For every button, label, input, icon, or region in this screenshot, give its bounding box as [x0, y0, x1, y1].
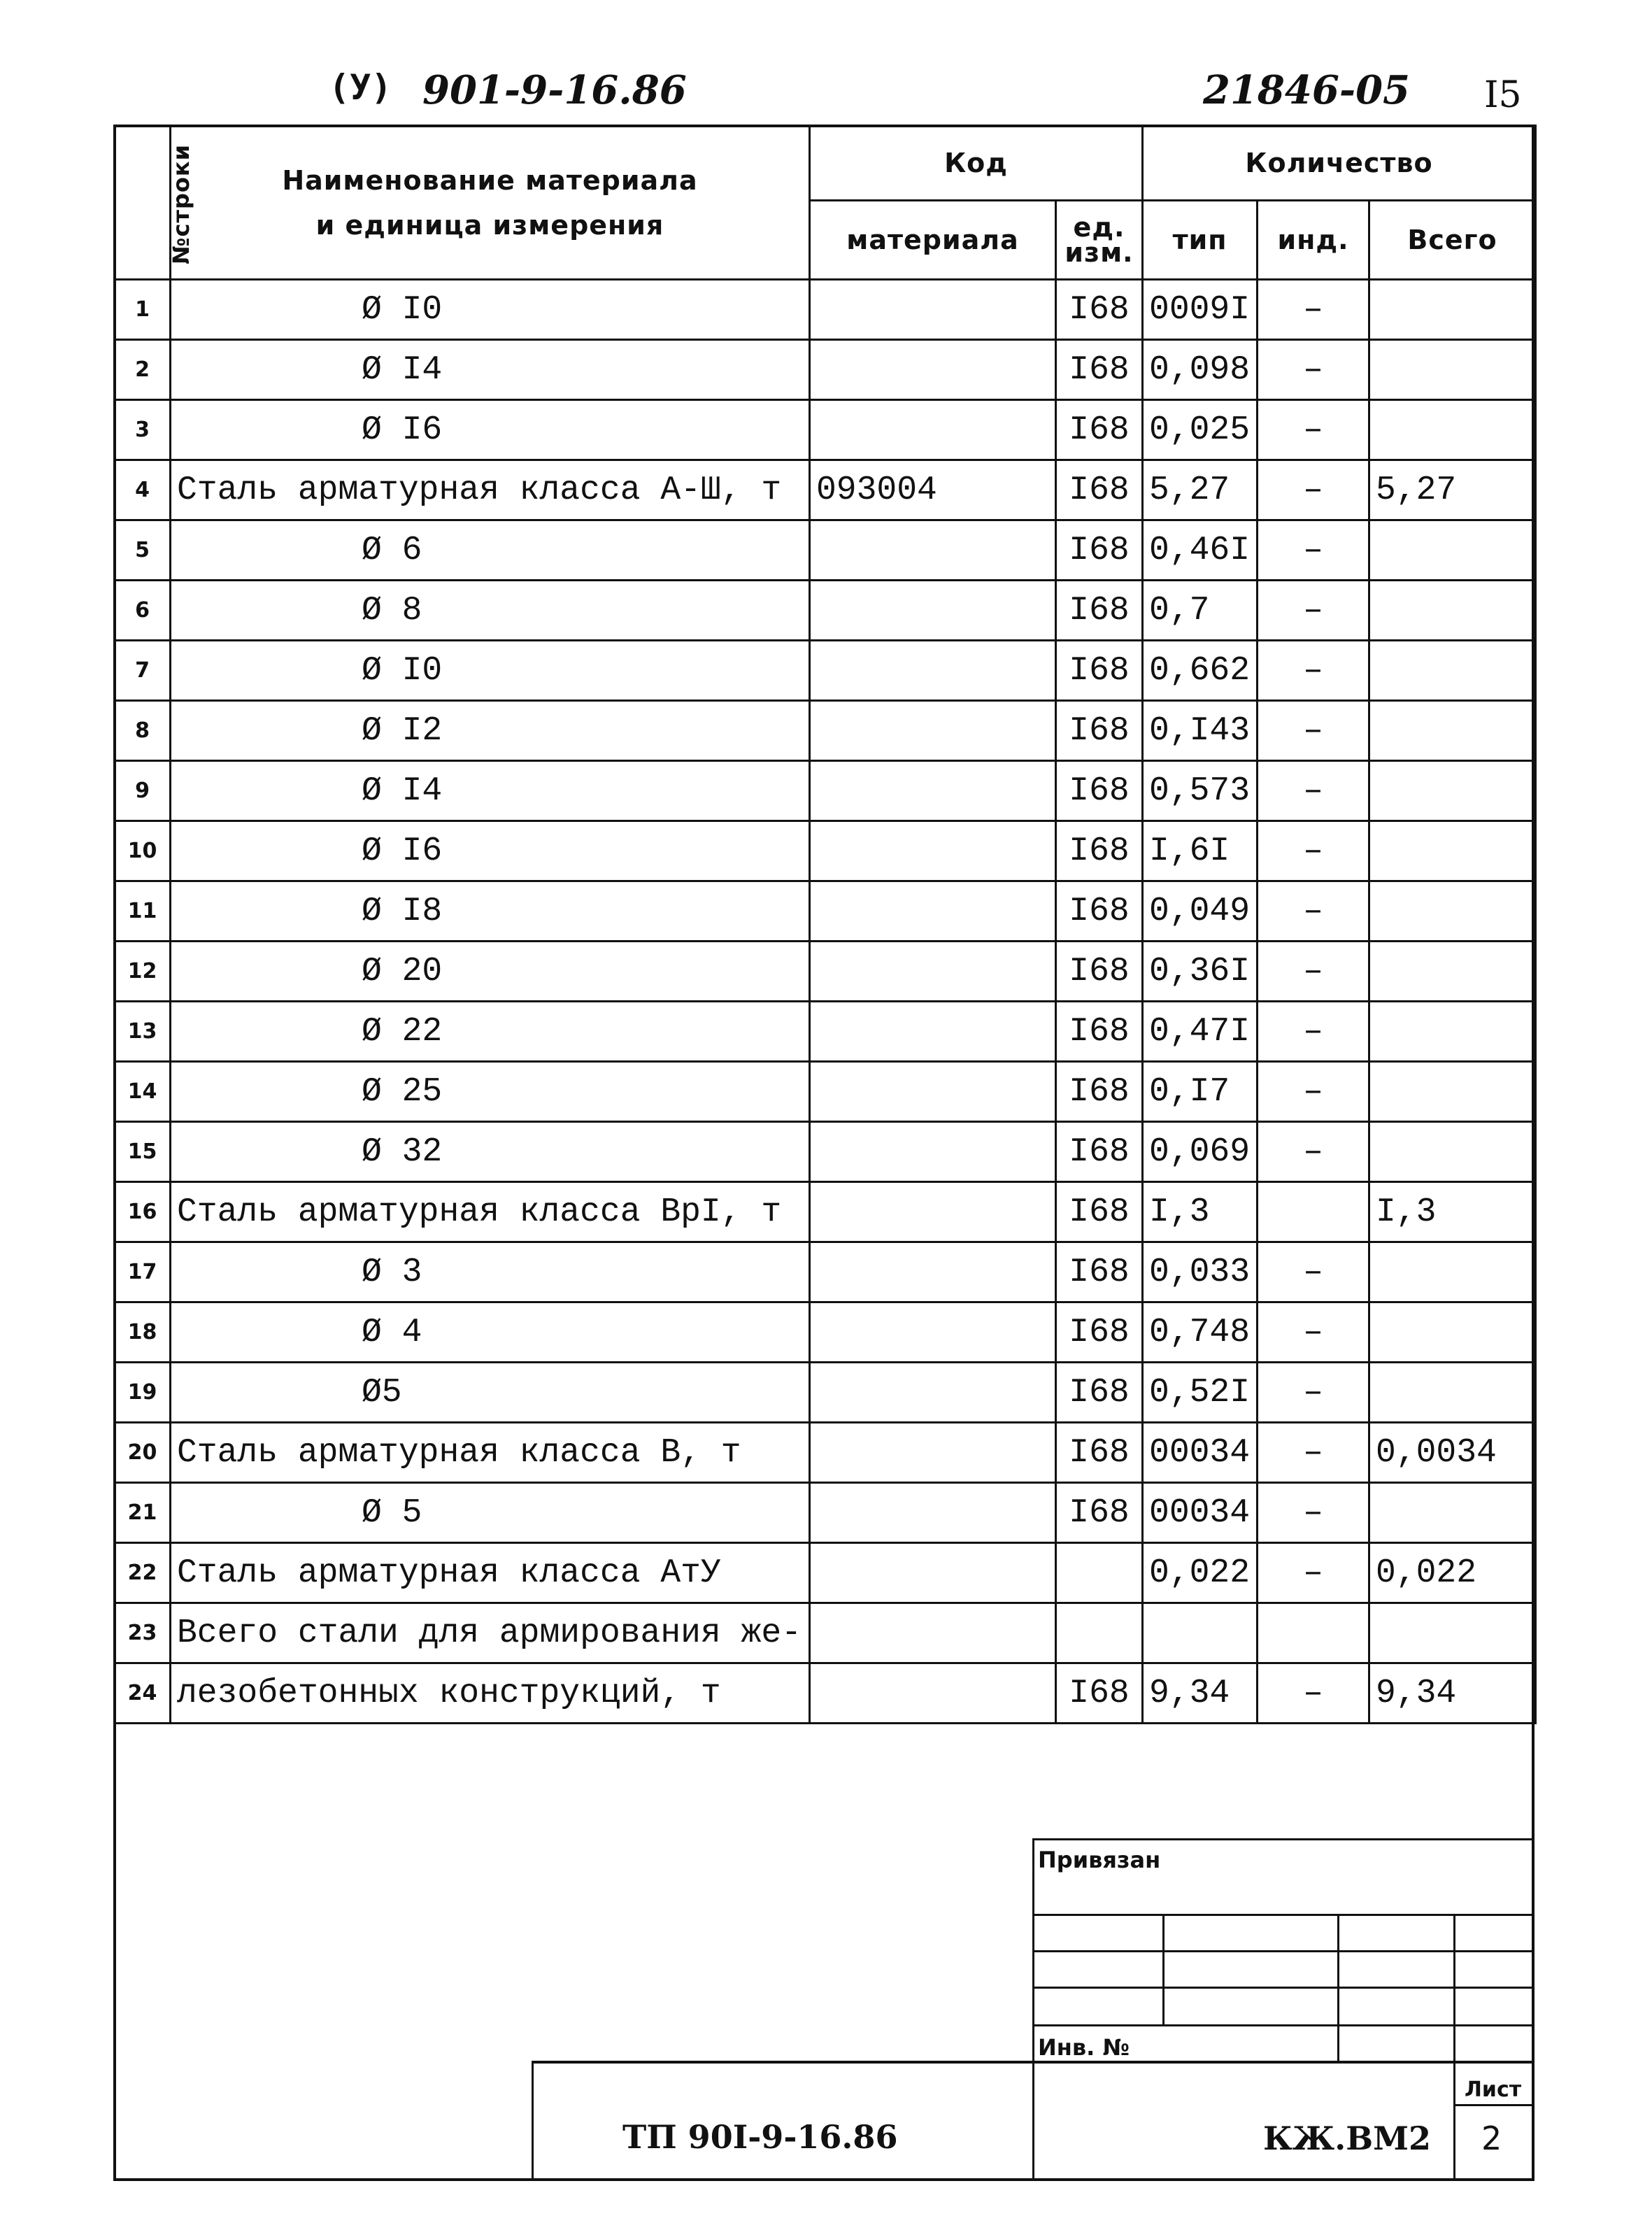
header-page-number: I5 — [1484, 74, 1522, 116]
col-header-name-line2: и единица измерения — [315, 209, 664, 241]
material-name-cell: Ø 4 — [171, 1302, 810, 1363]
qty-ind-cell — [1258, 1603, 1369, 1663]
material-code-cell — [810, 641, 1056, 701]
material-code-cell — [810, 1242, 1056, 1302]
qty-total-cell — [1369, 520, 1536, 581]
qty-type-cell: 0,033 — [1143, 1242, 1258, 1302]
material-name-cell: Ø I4 — [171, 761, 810, 821]
material-code-cell — [810, 1062, 1056, 1122]
unit-code-cell: I68 — [1056, 1423, 1143, 1483]
qty-ind-cell: – — [1258, 400, 1369, 460]
material-code-cell — [810, 280, 1056, 340]
row-number-cell: 6 — [115, 581, 171, 641]
qty-type-cell: I,6I — [1143, 821, 1258, 881]
qty-total-cell — [1369, 1302, 1536, 1363]
unit-code-cell: I68 — [1056, 701, 1143, 761]
table-row — [115, 942, 1536, 1002]
material-code-cell — [810, 701, 1056, 761]
material-code-cell — [810, 1543, 1056, 1603]
row-number-cell: 20 — [115, 1423, 171, 1483]
stamp-left-border — [1032, 1838, 1034, 2181]
material-code-cell — [810, 340, 1056, 400]
row-number-cell: 21 — [115, 1483, 171, 1543]
qty-ind-cell: – — [1258, 761, 1369, 821]
qty-ind-cell: – — [1258, 1062, 1369, 1122]
stamp-mark: КЖ.ВМ2 — [1263, 2119, 1432, 2157]
material-code-cell — [810, 761, 1056, 821]
sheet-label-rule — [1453, 2104, 1534, 2106]
table-row — [115, 460, 1536, 520]
qty-type-cell: 0,47I — [1143, 1002, 1258, 1062]
stamp-divider-3 — [1453, 1914, 1455, 2181]
qty-ind-cell: – — [1258, 280, 1369, 340]
material-name-cell: Ø 3 — [171, 1242, 810, 1302]
unit-code-cell: I68 — [1056, 520, 1143, 581]
qty-type-cell: 0,I7 — [1143, 1062, 1258, 1122]
unit-code-cell: I68 — [1056, 942, 1143, 1002]
unit-code-cell: I68 — [1056, 1002, 1143, 1062]
table-row — [115, 821, 1536, 881]
qty-total-cell — [1369, 1483, 1536, 1543]
stamp-sheet-number: 2 — [1481, 2119, 1502, 2157]
material-name-cell: Ø I2 — [171, 701, 810, 761]
qty-ind-cell: – — [1258, 1002, 1369, 1062]
unit-code-cell: I68 — [1056, 821, 1143, 881]
material-name-cell: Сталь арматурная класса ВрI, т — [171, 1182, 810, 1242]
table-row — [115, 701, 1536, 761]
col-header-name-line1: Наименование материала — [282, 164, 698, 196]
material-code-cell — [810, 1423, 1056, 1483]
material-name-cell: Ø5 — [171, 1363, 810, 1423]
row-number-cell: 11 — [115, 881, 171, 942]
row-number-cell: 4 — [115, 460, 171, 520]
table-row — [115, 1483, 1536, 1543]
qty-total-cell — [1369, 942, 1536, 1002]
material-name-cell: Ø 25 — [171, 1062, 810, 1122]
qty-type-cell: 0,36I — [1143, 942, 1258, 1002]
qty-ind-cell — [1258, 1182, 1369, 1242]
table-row — [115, 1423, 1536, 1483]
qty-ind-cell: – — [1258, 821, 1369, 881]
qty-type-cell: 00034 — [1143, 1483, 1258, 1543]
material-code-cell — [810, 942, 1056, 1002]
table-row — [115, 641, 1536, 701]
material-code-cell — [810, 581, 1056, 641]
row-number-cell: 16 — [115, 1182, 171, 1242]
unit-code-cell: I68 — [1056, 400, 1143, 460]
col-header-unit — [1056, 201, 1143, 280]
stamp-rule-3 — [1032, 1987, 1534, 1989]
material-code-cell — [810, 1002, 1056, 1062]
qty-type-cell: 0,I43 — [1143, 701, 1258, 761]
row-number-cell: 9 — [115, 761, 171, 821]
material-code-cell — [810, 1483, 1056, 1543]
qty-total-cell — [1369, 1363, 1536, 1423]
qty-total-cell — [1369, 581, 1536, 641]
unit-code-cell — [1056, 1603, 1143, 1663]
qty-total-cell: 9,34 — [1369, 1663, 1536, 1724]
unit-code-cell: I68 — [1056, 581, 1143, 641]
col-header-name — [171, 126, 810, 280]
table-row — [115, 1603, 1536, 1663]
material-code-cell — [810, 1122, 1056, 1182]
qty-total-cell — [1369, 1002, 1536, 1062]
qty-type-cell: 0,025 — [1143, 400, 1258, 460]
table-row — [115, 340, 1536, 400]
group-header-quantity: Количество — [1143, 126, 1536, 201]
material-name-cell: Всего стали для армирования же- — [171, 1603, 810, 1663]
row-number-cell: 7 — [115, 641, 171, 701]
row-number-cell: 22 — [115, 1543, 171, 1603]
stamp-rule-1 — [1032, 1914, 1534, 1916]
qty-ind-cell: – — [1258, 1302, 1369, 1363]
material-code-cell — [810, 520, 1056, 581]
material-code-cell — [810, 1603, 1056, 1663]
qty-total-cell — [1369, 280, 1536, 340]
unit-code-cell: I68 — [1056, 761, 1143, 821]
qty-ind-cell: – — [1258, 1363, 1369, 1423]
col-header-ind: инд. — [1258, 201, 1369, 280]
material-name-cell: Ø 22 — [171, 1002, 810, 1062]
material-name-cell: Сталь арматурная класса В, т — [171, 1423, 810, 1483]
row-number-cell: 23 — [115, 1603, 171, 1663]
unit-code-cell: I68 — [1056, 881, 1143, 942]
qty-type-cell: 0,069 — [1143, 1122, 1258, 1182]
qty-ind-cell: – — [1258, 881, 1369, 942]
qty-type-cell — [1143, 1603, 1258, 1663]
material-code-cell — [810, 881, 1056, 942]
row-number-cell: 17 — [115, 1242, 171, 1302]
qty-total-cell — [1369, 881, 1536, 942]
col-header-type: тип — [1143, 201, 1258, 280]
unit-code-cell: I68 — [1056, 1242, 1143, 1302]
material-name-cell: Ø 6 — [171, 520, 810, 581]
qty-type-cell: 9,34 — [1143, 1663, 1258, 1724]
row-number-cell: 8 — [115, 701, 171, 761]
row-number-cell: 1 — [115, 280, 171, 340]
col-header-unit-line1: ед. — [1073, 212, 1125, 243]
table-row — [115, 1242, 1536, 1302]
material-name-cell: Ø 5 — [171, 1483, 810, 1543]
qty-total-cell — [1369, 1062, 1536, 1122]
qty-total-cell — [1369, 701, 1536, 761]
col-header-unit-line2: изм. — [1064, 237, 1134, 268]
row-number-cell: 18 — [115, 1302, 171, 1363]
row-number-cell: 19 — [115, 1363, 171, 1423]
material-name-cell: Ø I6 — [171, 821, 810, 881]
table-row — [115, 581, 1536, 641]
qty-total-cell — [1369, 400, 1536, 460]
qty-ind-cell: – — [1258, 641, 1369, 701]
table-row — [115, 1002, 1536, 1062]
qty-total-cell — [1369, 641, 1536, 701]
qty-ind-cell: – — [1258, 340, 1369, 400]
stamp-top-border — [1032, 1838, 1534, 1840]
stamp-divider-1 — [1162, 1914, 1165, 2024]
unit-code-cell: I68 — [1056, 1182, 1143, 1242]
material-spec-table — [113, 125, 1537, 1724]
qty-type-cell: 0,022 — [1143, 1543, 1258, 1603]
stamp-bound-label: Привязан — [1038, 1847, 1161, 1873]
material-code-cell — [810, 400, 1056, 460]
table-row — [115, 881, 1536, 942]
row-number-cell: 2 — [115, 340, 171, 400]
material-name-cell: Ø 20 — [171, 942, 810, 1002]
table-row — [115, 1363, 1536, 1423]
col-header-total: Всего — [1369, 201, 1536, 280]
table-row — [115, 1122, 1536, 1182]
qty-ind-cell: – — [1258, 581, 1369, 641]
material-name-cell: Ø 32 — [171, 1122, 810, 1182]
unit-code-cell: I68 — [1056, 460, 1143, 520]
qty-total-cell: 5,27 — [1369, 460, 1536, 520]
unit-code-cell: I68 — [1056, 641, 1143, 701]
unit-code-cell: I68 — [1056, 1483, 1143, 1543]
material-code-cell — [810, 1363, 1056, 1423]
unit-code-cell: I68 — [1056, 1122, 1143, 1182]
table-row — [115, 1543, 1536, 1603]
qty-total-cell: 0,0034 — [1369, 1423, 1536, 1483]
unit-code-cell: I68 — [1056, 1363, 1143, 1423]
row-number-cell: 3 — [115, 400, 171, 460]
stamp-rule-4 — [1032, 2024, 1534, 2026]
qty-ind-cell: – — [1258, 1663, 1369, 1724]
table-row — [115, 280, 1536, 340]
qty-type-cell: 0,46I — [1143, 520, 1258, 581]
unit-code-cell: I68 — [1056, 340, 1143, 400]
qty-ind-cell: – — [1258, 520, 1369, 581]
qty-type-cell: 0,748 — [1143, 1302, 1258, 1363]
material-name-cell: Сталь арматурная класса АтУ — [171, 1543, 810, 1603]
row-number-cell: 12 — [115, 942, 171, 1002]
unit-code-cell: I68 — [1056, 1302, 1143, 1363]
qty-type-cell: 0,098 — [1143, 340, 1258, 400]
col-header-material: материала — [810, 201, 1056, 280]
material-code-cell — [810, 1663, 1056, 1724]
material-name-cell: Ø I4 — [171, 340, 810, 400]
header-prefix: (У) — [329, 67, 392, 108]
material-code-cell: 093004 — [810, 460, 1056, 520]
unit-code-cell: I68 — [1056, 280, 1143, 340]
table-row — [115, 520, 1536, 581]
row-number-cell: 13 — [115, 1002, 171, 1062]
row-number-cell: 24 — [115, 1663, 171, 1724]
qty-type-cell: 5,27 — [1143, 460, 1258, 520]
qty-ind-cell: – — [1258, 460, 1369, 520]
title-left-border — [532, 2061, 534, 2181]
group-header-code: Код — [810, 126, 1143, 201]
col-header-rownum — [115, 126, 195, 280]
stamp-inventory-label: Инв. № — [1038, 2034, 1130, 2061]
qty-type-cell: 0009I — [1143, 280, 1258, 340]
title-top-border — [532, 2061, 1534, 2064]
qty-type-cell: 0,52I — [1143, 1363, 1258, 1423]
header-doc-code: 901-9-16.86 — [422, 67, 687, 113]
qty-total-cell — [1369, 1122, 1536, 1182]
table-row — [115, 1663, 1536, 1724]
stamp-doc-title: ТП 90I-9-16.86 — [622, 2118, 898, 2156]
qty-ind-cell: – — [1258, 1483, 1369, 1543]
unit-code-cell: I68 — [1056, 1062, 1143, 1122]
stamp-sheet-label: Лист — [1465, 2078, 1522, 2102]
material-name-cell: Ø I0 — [171, 641, 810, 701]
row-number-cell: 14 — [115, 1062, 171, 1122]
material-name-cell: Ø I0 — [171, 280, 810, 340]
qty-total-cell — [1369, 1603, 1536, 1663]
qty-total-cell: 0,022 — [1369, 1543, 1536, 1603]
qty-total-cell — [1369, 340, 1536, 400]
qty-type-cell: 0,662 — [1143, 641, 1258, 701]
qty-total-cell — [1369, 761, 1536, 821]
material-name-cell: Ø I8 — [171, 881, 810, 942]
qty-type-cell: 0,7 — [1143, 581, 1258, 641]
unit-code-cell: I68 — [1056, 1663, 1143, 1724]
qty-total-cell — [1369, 1242, 1536, 1302]
table-row — [115, 761, 1536, 821]
stamp-rule-2 — [1032, 1950, 1534, 1952]
qty-ind-cell: – — [1258, 1423, 1369, 1483]
qty-total-cell — [1369, 821, 1536, 881]
row-number-cell: 15 — [115, 1122, 171, 1182]
material-name-cell: Ø I6 — [171, 400, 810, 460]
qty-ind-cell: – — [1258, 1242, 1369, 1302]
qty-type-cell: 0,049 — [1143, 881, 1258, 942]
material-code-cell — [810, 821, 1056, 881]
table-row — [115, 1062, 1536, 1122]
row-number-cell: 5 — [115, 520, 171, 581]
qty-ind-cell: – — [1258, 701, 1369, 761]
header-inventory-number: 21846-05 — [1203, 67, 1410, 113]
material-name-cell: лезобетонных конструкций, т — [171, 1663, 810, 1724]
qty-ind-cell: – — [1258, 1543, 1369, 1603]
material-name-cell: Ø 8 — [171, 581, 810, 641]
unit-code-cell — [1056, 1543, 1143, 1603]
material-code-cell — [810, 1302, 1056, 1363]
qty-total-cell: I,3 — [1369, 1182, 1536, 1242]
qty-type-cell: 0,573 — [1143, 761, 1258, 821]
table-row — [115, 1182, 1536, 1242]
row-number-cell: 10 — [115, 821, 171, 881]
material-name-cell: Сталь арматурная класса А-Ш, т — [171, 460, 810, 520]
qty-ind-cell: – — [1258, 1122, 1369, 1182]
qty-ind-cell: – — [1258, 942, 1369, 1002]
table-row — [115, 400, 1536, 460]
qty-type-cell: 00034 — [1143, 1423, 1258, 1483]
material-code-cell — [810, 1182, 1056, 1242]
table-row — [115, 1302, 1536, 1363]
col-header-rownum-label: №строки — [168, 143, 195, 264]
qty-type-cell: I,3 — [1143, 1182, 1258, 1242]
stamp-divider-2 — [1337, 1914, 1339, 2062]
table-body — [115, 280, 1536, 1724]
